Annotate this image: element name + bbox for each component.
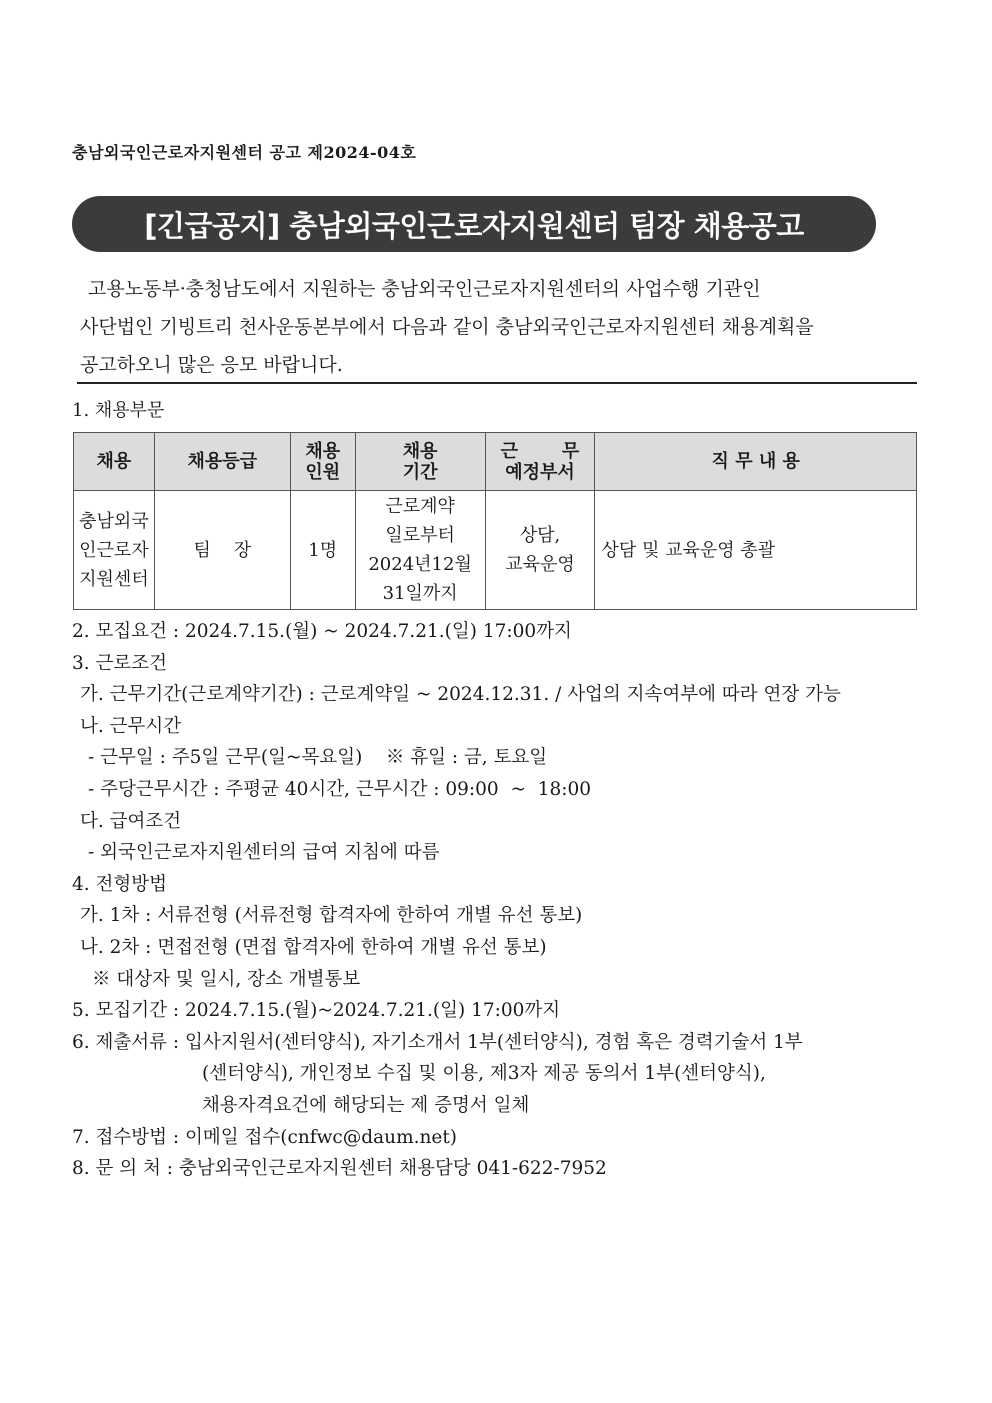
intro-line: 공고하오니 많은 응모 바랍니다.: [80, 354, 343, 376]
required-documents: 6. 제출서류 : 입사지원서(센터양식), 자기소개서 1부(센터양식), 경험 혹은 경력기술서 1부: [72, 1031, 803, 1053]
header-dept: 근 무 예정부서: [485, 433, 595, 491]
contact-info: 8. 문 의 처 : 충남외국인근로자지원센터 채용담당 041-622-7952: [72, 1158, 607, 1180]
subsection-heading: 다. 급여조건: [80, 810, 182, 832]
section-heading: 1. 채용부문: [72, 400, 165, 421]
salary-condition: - 외국인근로자지원센터의 급여 지침에 따름: [88, 842, 440, 864]
header-grade: 채용등급: [154, 433, 290, 491]
section-heading: 3. 근로조건: [72, 652, 168, 674]
table-row: [74, 491, 917, 610]
intro-line: 사단법인 기빙트리 천사운동본부에서 다음과 같이 충남외국인근로자지원센터 채용계획을: [80, 316, 814, 338]
recruitment-table: [73, 432, 917, 610]
header-duty: 직 무 내 용: [595, 433, 917, 491]
notice-number: 충남외국인근로자지원센터 공고 제2024-04호: [72, 143, 417, 162]
cell-duty: 상담 및 교육운영 총괄: [595, 491, 917, 610]
recruit-period: 5. 모집기간 : 2024.7.15.(월)~2024.7.21.(일) 17:00까지: [72, 1000, 561, 1022]
intro-line: 고용노동부·충청남도에서 지원하는 충남외국인근로자지원센터의 사업수행 기관인: [88, 278, 761, 300]
cell-count: 1명: [290, 491, 355, 610]
table-header-row: [74, 433, 917, 491]
header-count: 채용 인원: [290, 433, 355, 491]
cell-period: 근로계약 일로부터 2024년12월 31일까지: [355, 491, 485, 610]
second-screening: 나. 2차 : 면접전형 (면접 합격자에 한하여 개별 유선 통보): [80, 936, 547, 958]
header-org: 채용: [74, 433, 155, 491]
title-banner: [72, 196, 876, 252]
cell-dept: 상담, 교육운영: [485, 491, 595, 610]
screening-note: ※ 대상자 및 일시, 장소 개별통보: [92, 968, 361, 990]
cell-grade: 팀 장: [154, 491, 290, 610]
cell-org: 충남외국 인근로자 지원센터: [74, 491, 155, 610]
work-days: - 근무일 : 주5일 근무(일~목요일) ※ 휴일 : 금, 토요일: [88, 747, 548, 769]
page-title: [긴급공지] 충남외국인근로자지원센터 팀장 채용공고: [144, 208, 804, 243]
header-period: 채용 기간: [355, 433, 485, 491]
required-documents-cont: (센터양식), 개인정보 수집 및 이용, 제3자 제공 동의서 1부(센터양식),: [202, 1063, 766, 1085]
section-heading: 4. 전형방법: [72, 873, 168, 895]
divider: [77, 382, 917, 384]
recruit-requirement: 2. 모집요건 : 2024.7.15.(월) ~ 2024.7.21.(일) 17:00까지: [72, 621, 572, 642]
intro-paragraph: [80, 270, 916, 384]
subsection-heading: 나. 근무시간: [80, 715, 182, 737]
required-documents-cont: 채용자격요건에 해당되는 제 증명서 일체: [202, 1094, 530, 1116]
notice-body: [72, 616, 932, 1185]
application-method: 7. 접수방법 : 이메일 접수(cnfwc@daum.net): [72, 1126, 458, 1148]
work-period: 가. 근무기간(근로계약기간) : 근로계약일 ~ 2024.12.31. / 사업의 지속여부에 따라 연장 가능: [80, 684, 841, 706]
weekly-hours: - 주당근무시간 : 주평균 40시간, 근무시간 : 09:00 ~ 18:00: [88, 778, 592, 800]
first-screening: 가. 1차 : 서류전형 (서류전형 합격자에 한하여 개별 유선 통보): [80, 905, 583, 927]
